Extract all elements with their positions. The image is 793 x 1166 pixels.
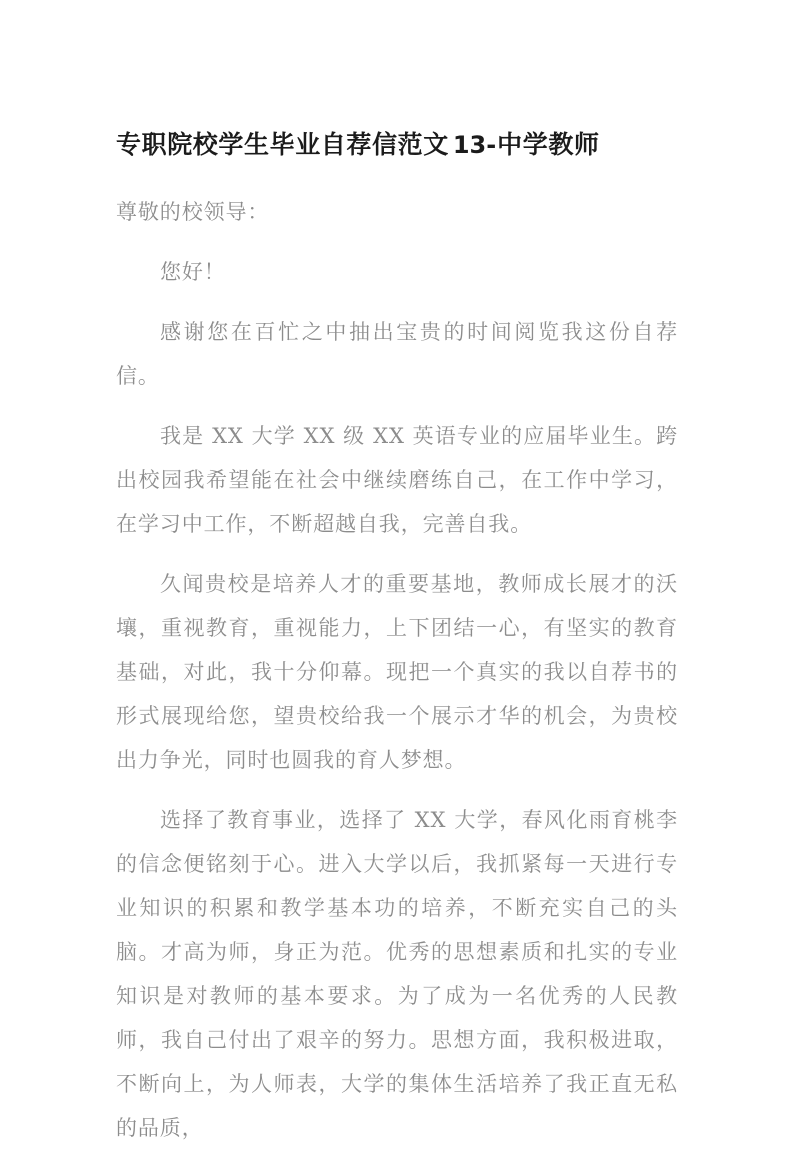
paragraph-school-praise: 久闻贵校是培养人才的重要基地，教师成长展才的沃壤，重视教育，重视能力，上下团结一心，有坚实的教育基础，对此，我十分仰幕。现把一个真实的我以自荐书的形式展现给您，望贵校给我一个展示才华的机会，为贵校出力争光，同时也圆我的育人梦想。: [116, 572, 678, 772]
paragraph-education-career: 选择了教育事业，选择了 XX 大学，春风化雨育桃李的信念便铭刻于心。进入大学以后，我抓紧每一天进行专业知识的积累和教学基本功的培养，不断充实自己的头脑。才高为师，身正为范。优秀的思想素质和扎实的专业知识是对教师的基本要求。为了成为一名优秀的人民教师，我自己付出了艰辛的努力。思想方面，我积极进取，不断向上，为人师表，大学的集体生活培养了我正直无私的品质，: [116, 808, 678, 1140]
letter-body: [116, 190, 678, 1166]
page-title-prefix: 专职院校学生毕业自荐信范文: [116, 130, 449, 159]
paragraph-salutation: 尊敬的校领导：: [116, 200, 270, 224]
page-title: [116, 128, 676, 162]
page-title-number: 13-: [452, 131, 497, 159]
paragraph-self-intro: 我是 XX 大学 XX 级 XX 英语专业的应届毕业生。跨出校园我希望能在社会中继续磨练自己，在工作中学习，在学习中工作，不断超越自我，完善自我。: [116, 424, 678, 536]
paragraph-thanks: 感谢您在百忙之中抽出宝贵的时间阅览我这份自荐信。: [116, 320, 678, 388]
page-title-suffix: 中学教师: [497, 130, 600, 159]
paragraph-greeting: 您好！: [160, 260, 226, 284]
